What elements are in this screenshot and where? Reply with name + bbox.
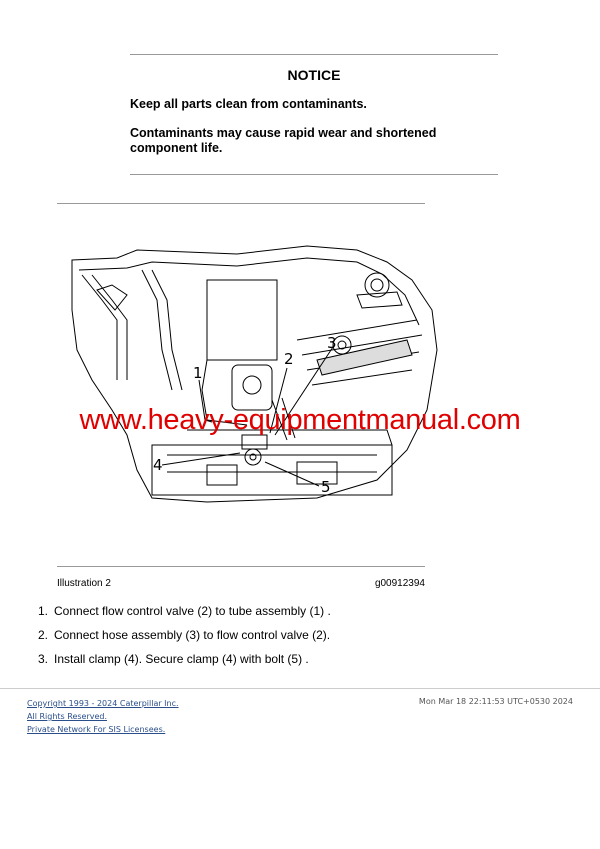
notice-bottom-rule [130,174,498,175]
list-item: 3. Install clamp (4). Secure clamp (4) with bolt (5) . [38,652,309,666]
callout-1: 1 [193,364,203,382]
step-list [38,604,331,676]
rights-link[interactable]: All Rights Reserved. [27,712,108,721]
footer-timestamp: Mon Mar 18 22:11:53 UTC+0530 2024 [418,697,573,706]
callout-5: 5 [321,478,331,496]
watermark-text: www.heavy-equipmentmanual.com [79,404,521,436]
callout-2: 2 [284,350,294,368]
notice-top-rule [130,54,498,55]
notice-paragraph-2: Contaminants may cause rapid wear and shortened component life. [130,126,437,155]
list-item: 2. Connect hose assembly (3) to flow control valve (2). [38,628,331,642]
callout-3: 3 [327,334,337,352]
copyright-link[interactable]: Copyright 1993 - 2024 Caterpillar Inc. [27,699,179,708]
figure-bottom-rule [57,566,425,567]
footer-rule [0,688,600,689]
figure-top-rule [57,203,425,204]
notice-paragraph-1: Keep all parts clean from contaminants. [130,97,367,111]
callout-4: 4 [153,456,163,474]
notice-box [130,54,498,175]
footer-links [27,697,179,736]
private-network-link[interactable]: Private Network For SIS Licensees. [27,725,166,734]
notice-title: NOTICE [287,67,341,83]
illustration-diagram [57,240,457,520]
figure-caption [57,578,425,589]
list-item: 1. Connect flow control valve (2) to tube assembly (1) . [38,604,331,618]
caption-label: Illustration 2 [57,578,111,589]
caption-image-id: g00912394 [374,578,425,589]
